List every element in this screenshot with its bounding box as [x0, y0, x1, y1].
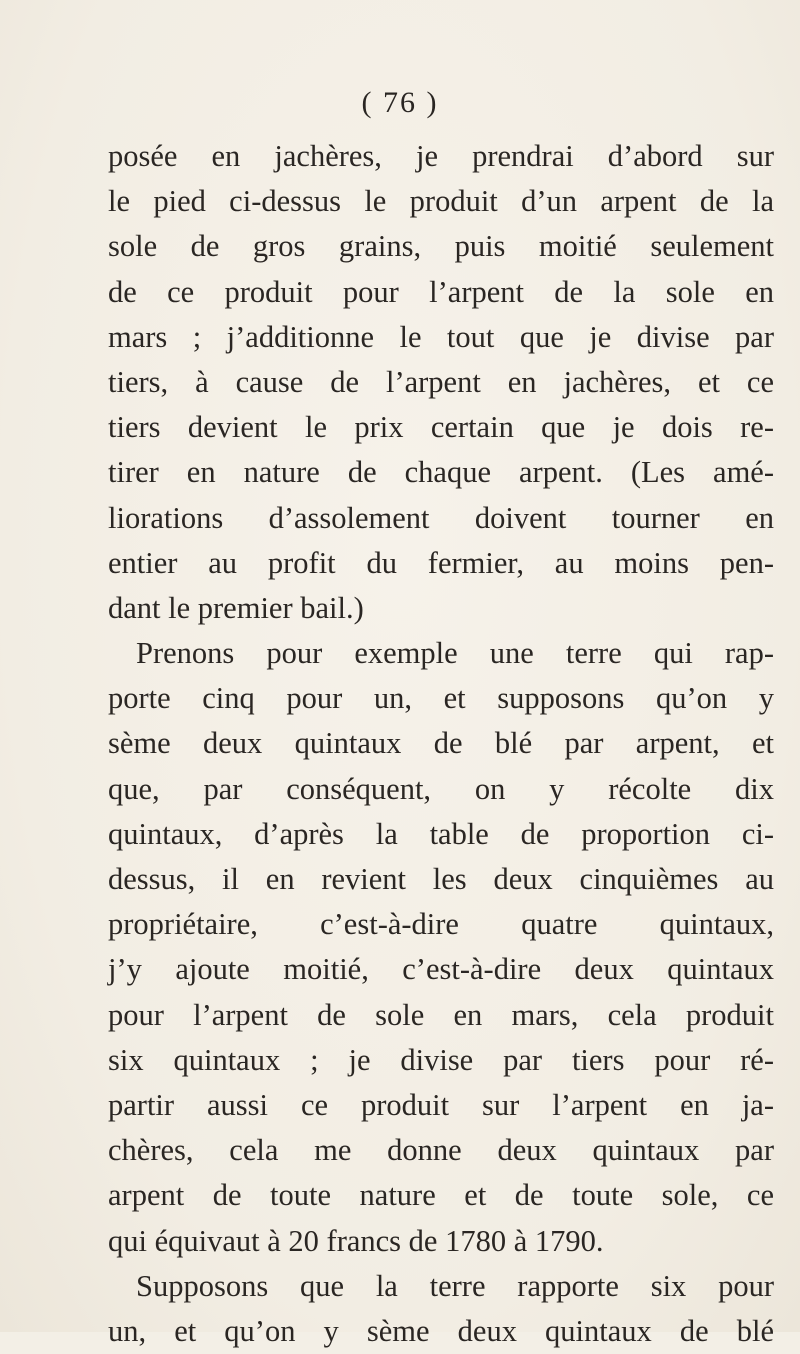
text-line: six quintaux ; je divise par tiers pour ré-: [108, 1042, 774, 1077]
text-line: que, par conséquent, on y récolte dix: [108, 771, 774, 806]
body-text: [108, 134, 774, 1354]
text-line: arpent de toute nature et de toute sole, ce: [108, 1178, 774, 1213]
text-line: porte cinq pour un, et supposons qu’on y: [108, 681, 774, 716]
text-line: de ce produit pour l’arpent de la sole en: [108, 274, 774, 309]
text-line: qui équivaut à 20 francs de 1780 à 1790.: [108, 1223, 604, 1258]
text-line: dant le premier bail.): [108, 590, 364, 625]
text-line: tiers, à cause de l’arpent en jachères, et ce: [108, 364, 774, 399]
text-line: un, et qu’on y sème deux quintaux de blé: [108, 1313, 774, 1348]
text-line: dessus, il en revient les deux cinquièmes au: [108, 862, 774, 896]
text-line: chères, cela me donne deux quintaux par: [108, 1133, 774, 1168]
text-line: pour l’arpent de sole en mars, cela produit: [108, 997, 774, 1032]
text-line: propriétaire, c’est-à-dire quatre quintaux,: [108, 907, 774, 942]
text-line: mars ; j’additionne le tout que je divise par: [108, 319, 774, 354]
text-line: entier au profit du fermier, au moins pen-: [108, 545, 774, 580]
text-line: tiers devient le prix certain que je dois re-: [108, 410, 774, 445]
text-line: sole de gros grains, puis moitié seulement: [108, 229, 774, 264]
text-line: liorations d’assolement doivent tourner en: [108, 500, 774, 535]
text-line: tirer en nature de chaque arpent. (Les amé-: [108, 455, 774, 490]
page-number: ( 76 ): [361, 86, 439, 119]
text-line: quintaux, d’après la table de proportion ci-: [108, 816, 774, 851]
text-line: partir aussi ce produit sur l’arpent en ja-: [108, 1087, 774, 1122]
paragraph-start-line: Prenons pour exemple une terre qui rap-: [136, 636, 774, 671]
text-line: j’y ajoute moitié, c’est-à-dire deux quintaux: [108, 952, 774, 987]
text-line: le pied ci-dessus le produit d’un arpent de la: [108, 184, 774, 219]
paragraph-start-line: Supposons que la terre rapporte six pour: [136, 1268, 774, 1303]
text-line: posée en jachères, je prendrai d’abord sur: [108, 139, 774, 173]
text-line: sème deux quintaux de blé par arpent, et: [108, 726, 774, 761]
